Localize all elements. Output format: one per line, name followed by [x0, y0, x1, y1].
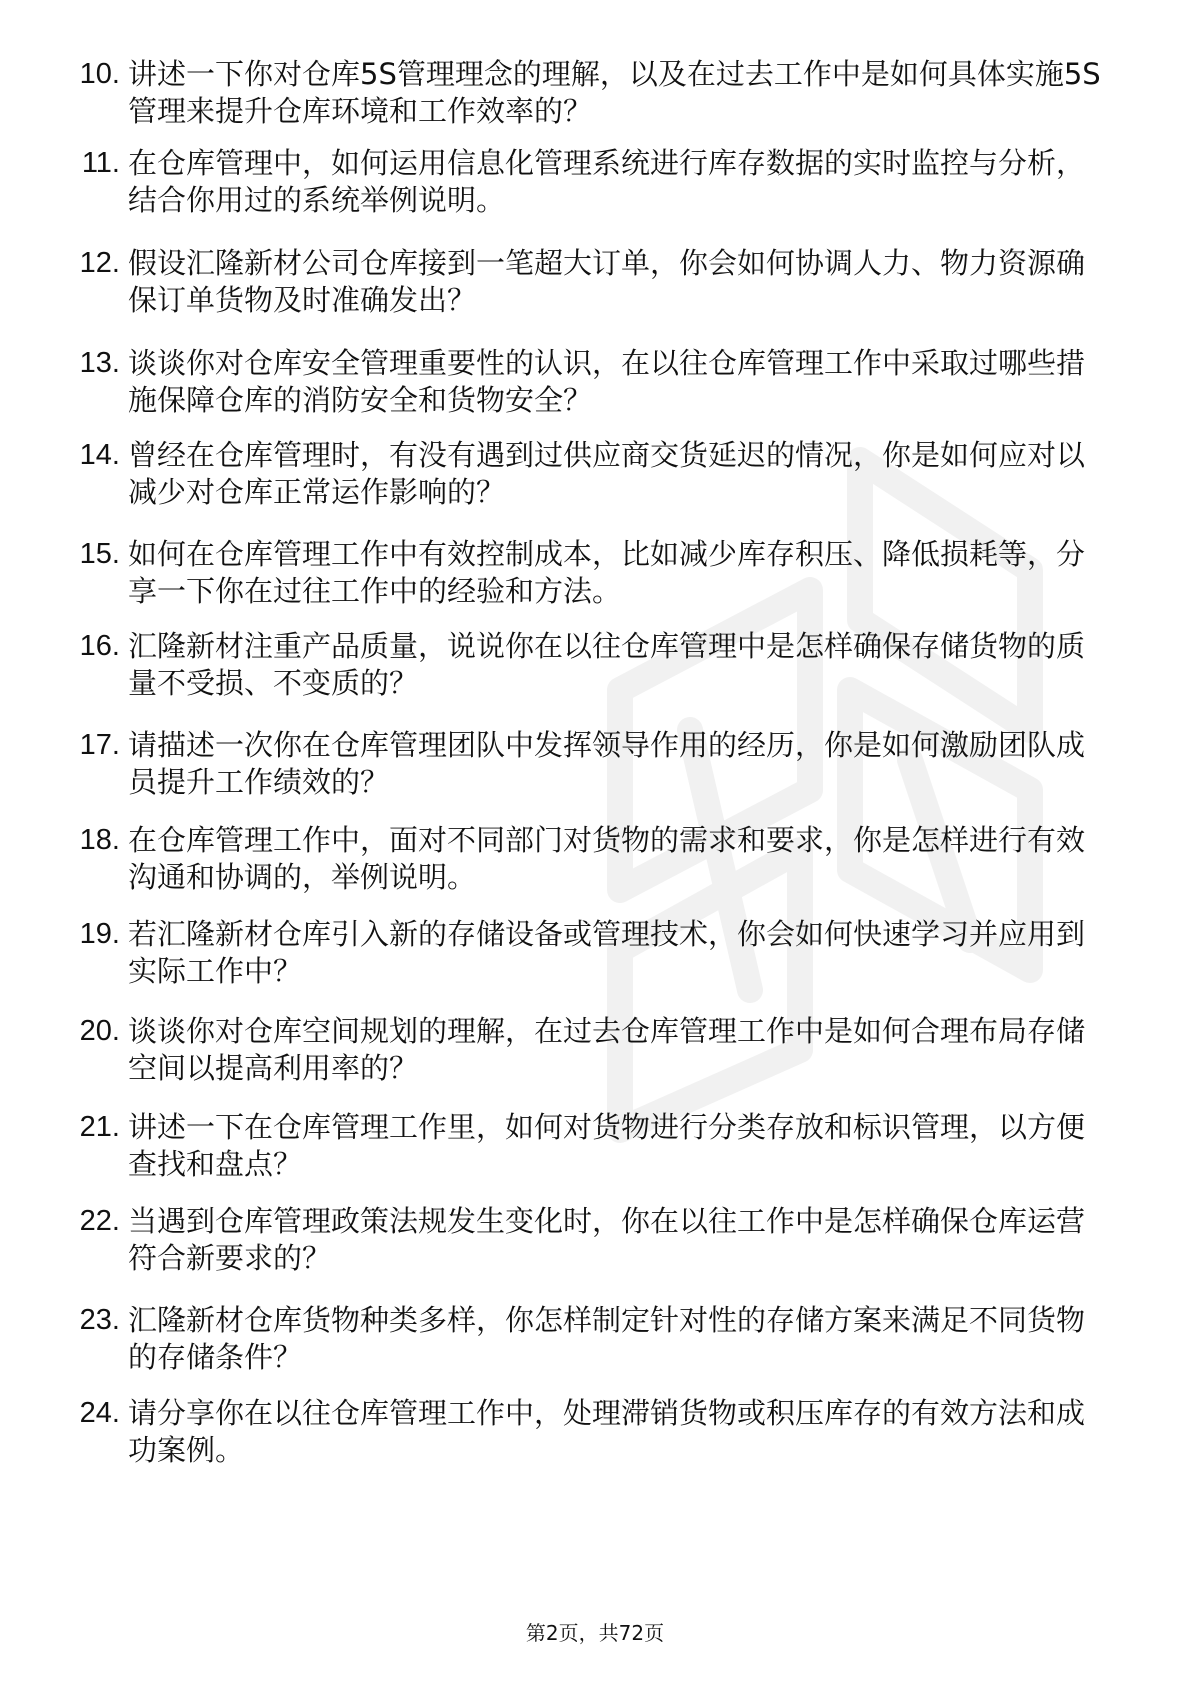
- question-item: [52, 1109, 1112, 1189]
- question-text: 请分享你在以往仓库管理工作中，处理滞销货物或积压库存的有效方法和成功案例。: [128, 1396, 1086, 1467]
- question-text: 谈谈你对仓库空间规划的理解，在过去仓库管理工作中是如何合理布局存储空间以提高利用率的？: [128, 1014, 1086, 1085]
- question-number: 19.: [79, 918, 120, 950]
- question-text: 当遇到仓库管理政策法规发生变化时，你在以往工作中是怎样确保仓库运营符合新要求的？: [128, 1204, 1086, 1275]
- question-item: [52, 628, 1112, 708]
- question-number: 16.: [79, 630, 120, 662]
- question-number: 13.: [79, 347, 120, 379]
- question-number: 24.: [79, 1397, 120, 1429]
- question-item: [52, 245, 1112, 325]
- question-number: 17.: [79, 729, 120, 761]
- question-number: 22.: [79, 1205, 120, 1237]
- question-number: 12.: [79, 247, 120, 279]
- question-text: 谈谈你对仓库安全管理重要性的认识，在以往仓库管理工作中采取过哪些措施保障仓库的消防安全和货物安全？: [128, 346, 1086, 417]
- question-text: 如何在仓库管理工作中有效控制成本，比如减少库存积压、降低损耗等，分享一下你在过往工作中的经验和方法。: [128, 537, 1086, 608]
- question-number: 14.: [79, 439, 120, 471]
- question-text: 讲述一下你对仓库5S管理理念的理解，以及在过去工作中是如何具体实施5S管理来提升仓库环境和工作效率的？: [128, 57, 1101, 128]
- question-item: [52, 727, 1112, 807]
- question-item: [52, 437, 1112, 517]
- question-text: 曾经在仓库管理时，有没有遇到过供应商交货延迟的情况，你是如何应对以减少对仓库正常运作影响的？: [128, 438, 1086, 509]
- question-number: 18.: [79, 824, 120, 856]
- question-text: 在仓库管理中，如何运用信息化管理系统进行库存数据的实时监控与分析，结合你用过的系统举例说明。: [128, 146, 1086, 217]
- question-item: [52, 145, 1112, 225]
- question-item: [52, 345, 1112, 425]
- question-item: [52, 56, 1112, 136]
- question-item: [52, 536, 1112, 616]
- question-text: 请描述一次你在仓库管理团队中发挥领导作用的经历，你是如何激励团队成员提升工作绩效的？: [128, 728, 1086, 799]
- question-text: 若汇隆新材仓库引入新的存储设备或管理技术，你会如何快速学习并应用到实际工作中？: [128, 917, 1086, 988]
- question-item: [52, 1203, 1112, 1283]
- question-number: 15.: [79, 538, 120, 570]
- question-number: 10.: [79, 58, 120, 90]
- question-text: 汇隆新材注重产品质量，说说你在以往仓库管理中是怎样确保存储货物的质量不受损、不变质的？: [128, 629, 1086, 700]
- question-text: 假设汇隆新材公司仓库接到一笔超大订单，你会如何协调人力、物力资源确保订单货物及时准确发出？: [128, 246, 1086, 317]
- question-number: 23.: [79, 1304, 120, 1336]
- question-number: 20.: [79, 1015, 120, 1047]
- question-item: [52, 916, 1112, 996]
- question-text: 在仓库管理工作中，面对不同部门对货物的需求和要求，你是怎样进行有效沟通和协调的，举例说明。: [128, 823, 1086, 894]
- question-text: 讲述一下在仓库管理工作里，如何对货物进行分类存放和标识管理，以方便查找和盘点？: [128, 1110, 1086, 1181]
- question-number: 21.: [79, 1111, 120, 1143]
- question-item: [52, 1395, 1112, 1475]
- question-number: 11.: [81, 147, 120, 179]
- question-item: [52, 1013, 1112, 1093]
- page-number-footer: 第2页，共72页: [525, 1621, 665, 1645]
- question-item: [52, 1302, 1112, 1382]
- question-text: 汇隆新材仓库货物种类多样，你怎样制定针对性的存储方案来满足不同货物的存储条件？: [128, 1303, 1086, 1374]
- question-item: [52, 822, 1112, 902]
